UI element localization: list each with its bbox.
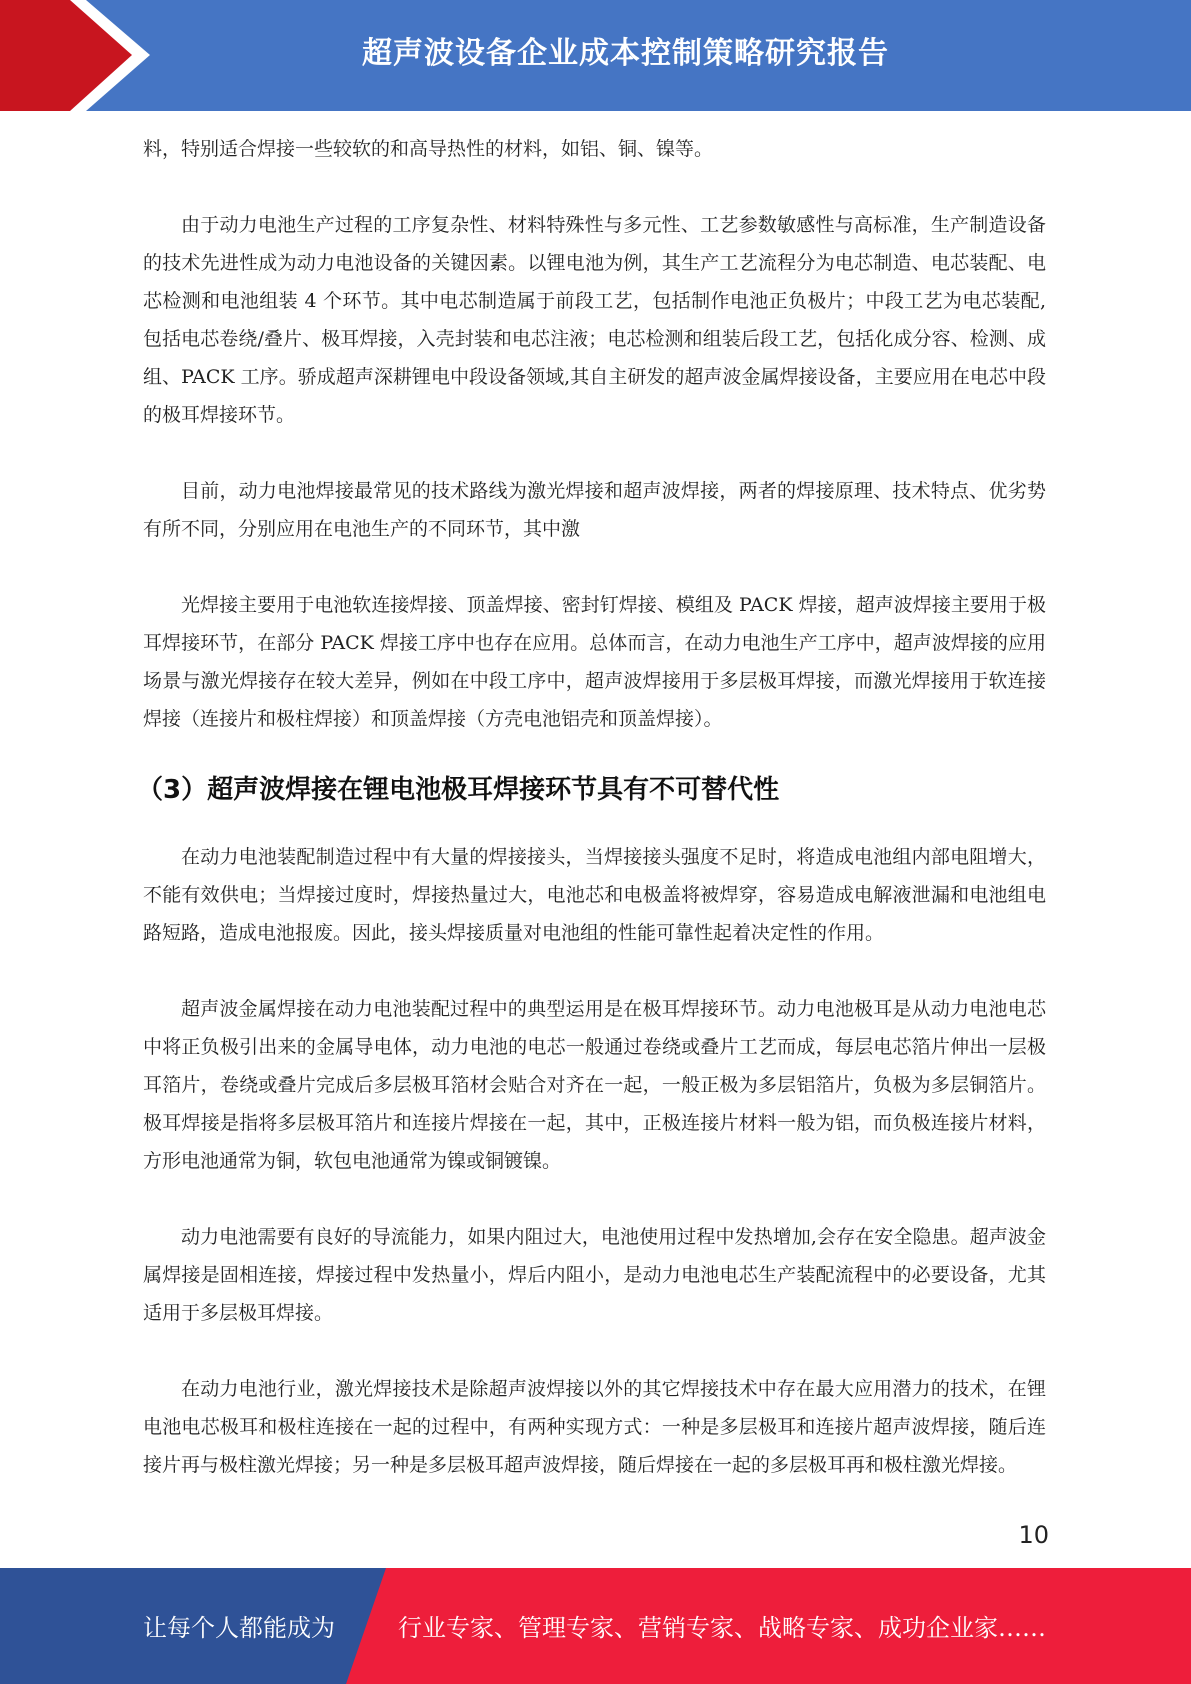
paragraph: 目前，动力电池焊接最常见的技术路线为激光焊接和超声波焊接，两者的焊接原理、技术特点、优劣势有所不同，分别应用在电池生产的不同环节，其中激: [143, 480, 1046, 540]
header-title: 超声波设备企业成本控制策略研究报告: [362, 36, 889, 71]
header-red-arrow-icon: [0, 0, 150, 111]
paragraph: 由于动力电池生产过程的工序复杂性、材料特殊性与多元性、工艺参数敏感性与高标准，生产制造设备的技术先进性成为动力电池设备的关键因素。以锂电池为例，其生产工艺流程分为电芯制造、电芯装配、电芯检测和电池组装 4 个环节。其中电芯制造属于前段工艺，包括制作电池正负极片；中段工艺为电芯装配,包括电芯卷绕/叠片、极耳焊接，入壳封装和电芯注液；电芯检测和组装后段工艺，包括化成分容、检测、成组、PACK 工序。骄成超声深耕锂电中段设备领域,其自主研发的超声波金属焊接设备，主要应用在电芯中段的极耳焊接环节。: [143, 214, 1046, 426]
page-footer: [0, 1568, 1191, 1684]
page-number: 10: [1018, 1521, 1049, 1549]
footer-slogan-right: 行业专家、管理专家、营销专家、战略专家、成功企业家……: [398, 1614, 1046, 1642]
paragraph: 料，特别适合焊接一些较软的和高导热性的材料，如铝、铜、镍等。: [143, 138, 714, 160]
page-header: [0, 0, 1191, 111]
section-heading: （3）超声波焊接在锂电池极耳焊接环节具有不可替代性: [137, 775, 780, 805]
footer-slogan-left: 让每个人都能成为: [143, 1614, 335, 1642]
paragraph: 超声波金属焊接在动力电池装配过程中的典型运用是在极耳焊接环节。动力电池极耳是从动力电池电芯中将正负极引出来的金属导电体，动力电池的电芯一般通过卷绕或叠片工艺而成，每层电芯箔片伸出一层极耳箔片，卷绕或叠片完成后多层极耳箔材会贴合对齐在一起，一般正极为多层铝箔片，负极为多层铜箔片。极耳焊接是指将多层极耳箔片和连接片焊接在一起，其中，正极连接片材料一般为铝，而负极连接片材料，方形电池通常为铜，软包电池通常为镍或铜镀镍。: [143, 998, 1046, 1172]
paragraph: 动力电池需要有良好的导流能力，如果内阻过大，电池使用过程中发热增加,会存在安全隐患。超声波金属焊接是固相连接，焊接过程中发热量小，焊后内阻小，是动力电池电芯生产装配流程中的必要设备，尤其适用于多层极耳焊接。: [143, 1226, 1046, 1324]
paragraph: 在动力电池装配制造过程中有大量的焊接接头，当焊接接头强度不足时，将造成电池组内部电阻增大，不能有效供电；当焊接过度时，焊接热量过大，电池芯和电极盖将被焊穿，容易造成电解液泄漏和电池组电路短路，造成电池报废。因此，接头焊接质量对电池组的性能可靠性起着决定性的作用。: [143, 846, 1046, 944]
paragraph: 在动力电池行业，激光焊接技术是除超声波焊接以外的其它焊接技术中存在最大应用潜力的技术，在锂电池电芯极耳和极柱连接在一起的过程中，有两种实现方式：一种是多层极耳和连接片超声波焊接，随后连接片再与极柱激光焊接；另一种是多层极耳超声波焊接，随后焊接在一起的多层极耳再和极柱激光焊接。: [143, 1378, 1046, 1476]
paragraph: 光焊接主要用于电池软连接焊接、顶盖焊接、密封钉焊接、模组及 PACK 焊接，超声波焊接主要用于极耳焊接环节，在部分 PACK 焊接工序中也存在应用。总体而言，在动力电池生产工序中，超声波焊接的应用场景与激光焊接存在较大差异，例如在中段工序中，超声波焊接用于多层极耳焊接，而激光焊接用于软连接焊接（连接片和极柱焊接）和顶盖焊接（方壳电池铝壳和顶盖焊接）。: [143, 594, 1046, 730]
document-body: [137, 130, 1046, 1522]
